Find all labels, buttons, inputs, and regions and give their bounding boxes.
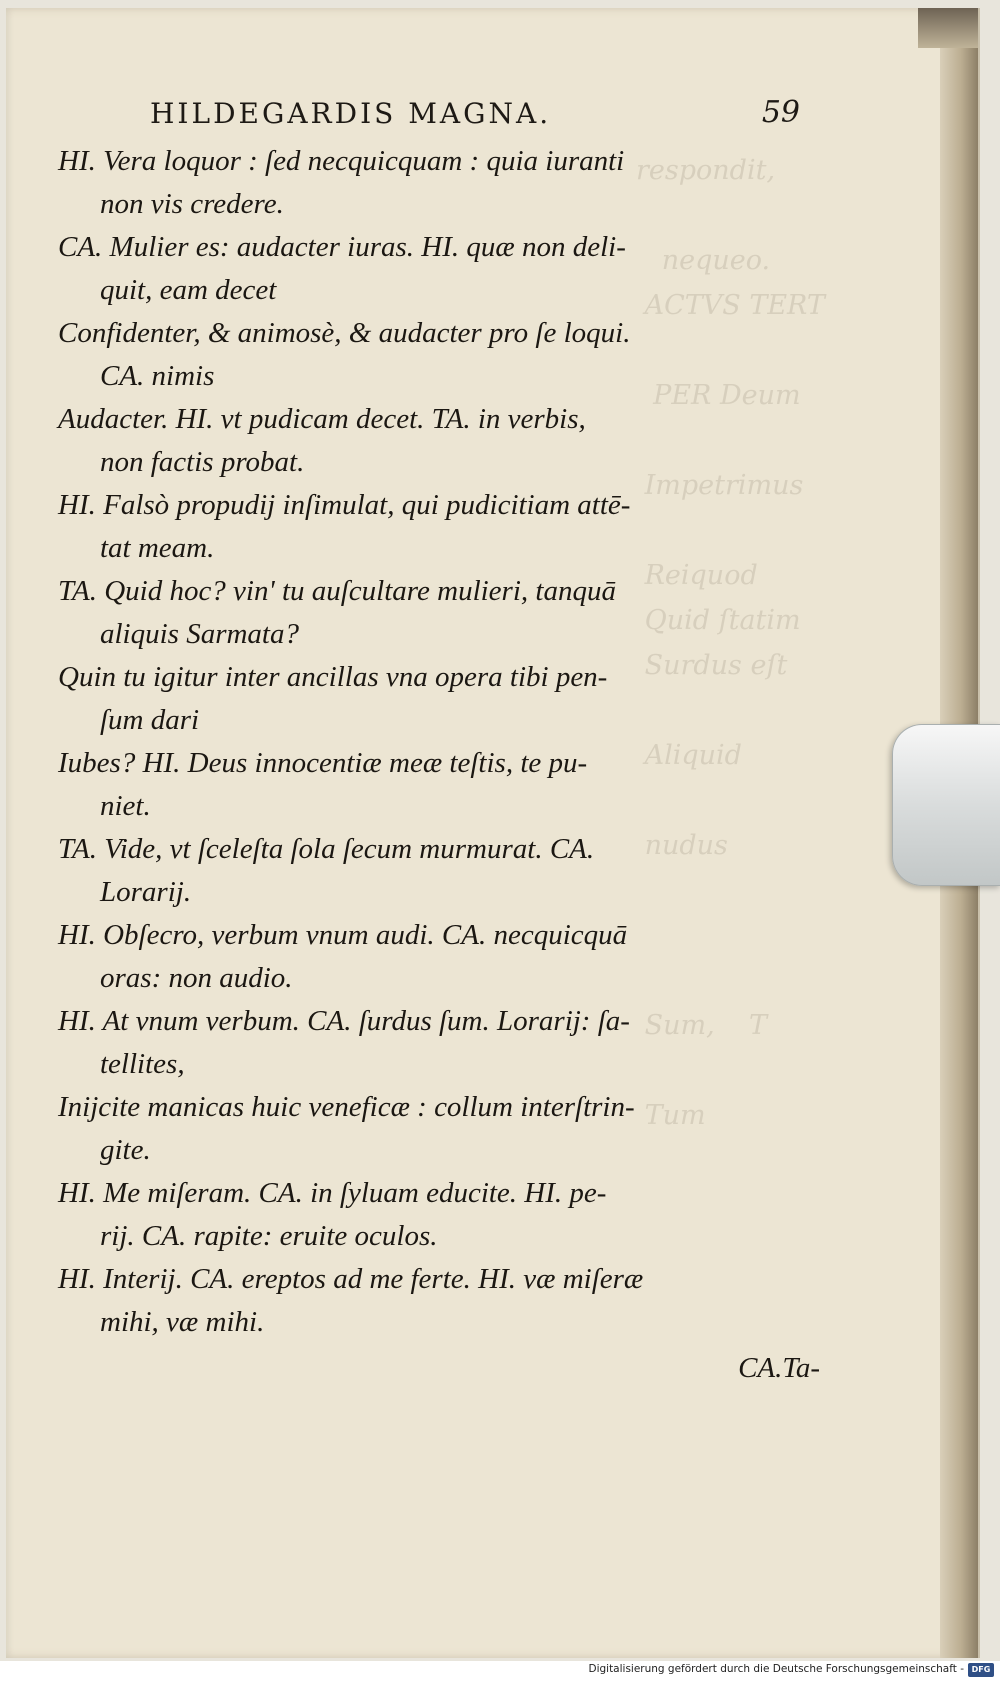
- page-number: 59: [761, 95, 800, 130]
- text-line: oras: non audio.: [100, 962, 293, 994]
- text-line: HI. Obſecro, verbum vnum audi. CA. necquicquā: [58, 919, 628, 951]
- page-header: [150, 97, 800, 137]
- text-line: HI. Interij. CA. ereptos ad me ferte. HI. væ miſeræ: [58, 1263, 644, 1295]
- text-line: Inijcite manicas huic veneficæ : collum interſtrin-: [58, 1091, 635, 1123]
- text-line: tellites,: [100, 1048, 185, 1080]
- text-line: HI. Falsò propudij inſimulat, qui pudicitiam attē-: [58, 489, 631, 521]
- digitization-footer: [0, 1661, 1000, 1681]
- book-clip: [892, 724, 1000, 886]
- text-line: Lorarij.: [100, 876, 192, 908]
- text-line: gite.: [100, 1134, 151, 1166]
- text-line: TA. Vide, vt ſceleſta ſola ſecum murmurat. CA.: [58, 833, 595, 865]
- text-line: Quin tu igitur inter ancillas vna opera tibi pen-: [58, 661, 608, 693]
- text-line: CA. nimis: [100, 360, 215, 392]
- text-line: CA. Mulier es: audacter iuras. HI. quæ non deli-: [58, 231, 626, 263]
- text-line: quit, eam decet: [100, 274, 277, 306]
- text-line: rij. CA. rapite: eruite oculos.: [100, 1220, 438, 1252]
- show-through-bleed: respondit, nequeo. ACTVS TERT PER Deum Impetrimus Reiquod Quid ſtatim Surdus eſt Aliquid nudus Sum, T Tum: [636, 155, 825, 1131]
- text-line: aliquis Sarmata?: [100, 618, 299, 650]
- text-line: Audacter. HI. vt pudicam decet. TA. in verbis,: [58, 403, 586, 435]
- catchword: CA.Ta-: [738, 1352, 820, 1384]
- text-line: HI. At vnum verbum. CA. ſurdus ſum. Lorarij: ſa-: [58, 1005, 630, 1037]
- text-line: HI. Vera loquor : ſed necquicquam : quia iuranti: [58, 145, 625, 177]
- text-line: ſum dari: [100, 704, 200, 736]
- text-line: Confidenter, & animosè, & audacter pro ſe loqui.: [58, 317, 631, 349]
- text-line: niet.: [100, 790, 151, 822]
- text-line: tat meam.: [100, 532, 215, 564]
- running-head: HILDEGARDIS MAGNA.: [150, 97, 552, 130]
- text-line: Iubes? HI. Deus innocentiæ meæ teſtis, te pu-: [58, 747, 588, 779]
- footer-credit: Digitalisierung gefördert durch die Deutsche Forschungsgemeinschaft -: [588, 1663, 964, 1675]
- text-line: HI. Me miſeram. CA. in ſyluam educite. HI. pe-: [58, 1177, 607, 1209]
- text-line: mihi, væ mihi.: [100, 1306, 265, 1338]
- dfg-logo-icon: DFG: [968, 1663, 994, 1677]
- text-line: non factis probat.: [100, 446, 305, 478]
- text-body: [58, 140, 798, 1344]
- page-corner-shadow: [918, 8, 978, 48]
- text-line: non vis credere.: [100, 188, 284, 220]
- text-line: TA. Quid hoc? vin' tu auſcultare mulieri, tanquā: [58, 575, 616, 607]
